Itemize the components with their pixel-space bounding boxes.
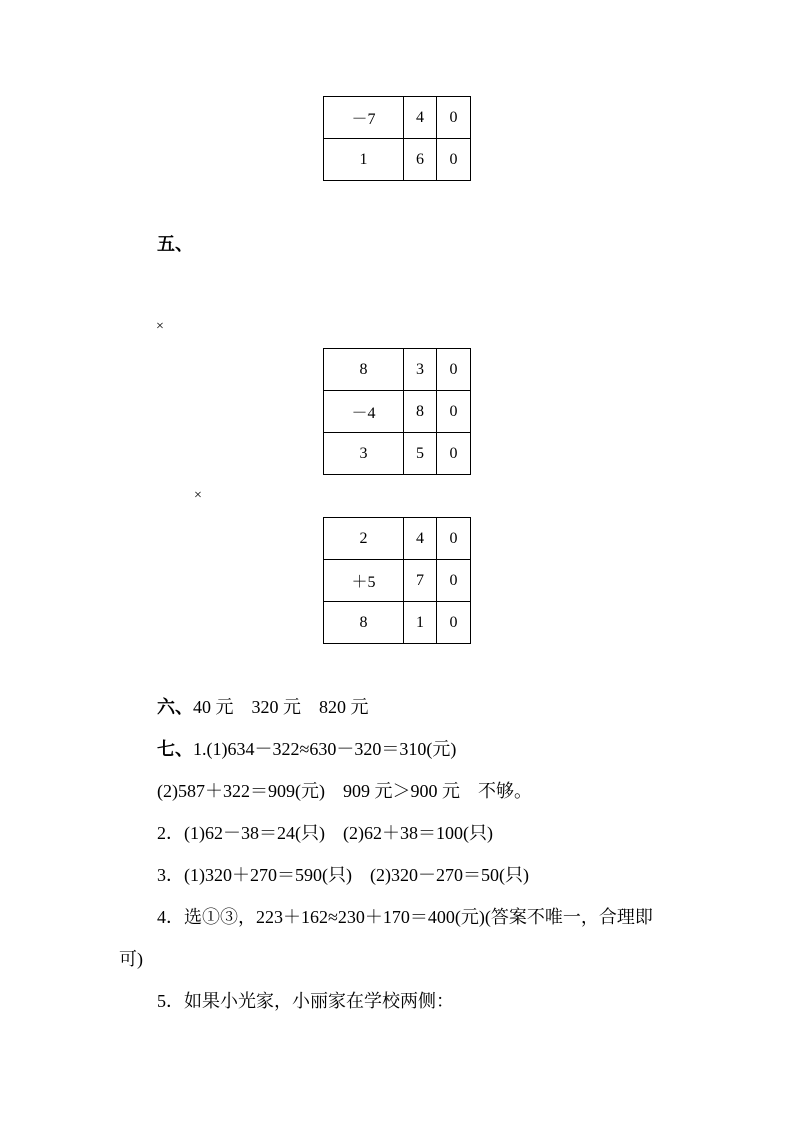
table-cell: 8 [324, 602, 404, 644]
table-row [324, 349, 471, 391]
multiply-mark: × [156, 319, 164, 334]
table-cell: ＋5 [324, 560, 404, 602]
table-cell: －4 [324, 391, 404, 433]
section-7-q4-line2: 可) [119, 949, 143, 969]
answer-table-top [323, 96, 471, 181]
section-6-text: 40 元 320 元 820 元 [193, 697, 369, 717]
multiply-mark: × [194, 488, 202, 503]
section-7-q2: 2．(1)62－38＝24(只) (2)62＋38＝100(只) [157, 823, 493, 843]
table-cell: 0 [437, 391, 471, 433]
table-cell: 0 [437, 349, 471, 391]
section-7-q4-line1: 4．选①③，223＋162≈230＋170＝400(元)(答案不唯一，合理即 [157, 907, 653, 927]
table-row [324, 139, 471, 181]
table-row [324, 97, 471, 139]
section-6-label: 六、 [157, 697, 193, 717]
answer-table-5a [323, 348, 471, 475]
table-row [324, 518, 471, 560]
table-cell: 4 [404, 518, 437, 560]
table-row [324, 560, 471, 602]
table-cell: 0 [437, 139, 471, 181]
table-cell: 2 [324, 518, 404, 560]
table-cell: 3 [404, 349, 437, 391]
table-cell: －7 [324, 97, 404, 139]
table-cell: 4 [404, 97, 437, 139]
table-cell: 1 [324, 139, 404, 181]
table-cell: 0 [437, 433, 471, 475]
section-7-q1-part2: (2)587＋322＝909(元) 909 元＞900 元 不够。 [157, 781, 532, 801]
section-6-answer [157, 695, 369, 719]
table-cell: 8 [324, 349, 404, 391]
section-7-label: 七、 [157, 739, 193, 759]
section-7-q1 [157, 737, 456, 761]
table-cell: 0 [437, 602, 471, 644]
table-cell: 0 [437, 97, 471, 139]
table-cell: 8 [404, 391, 437, 433]
table-row [324, 391, 471, 433]
section-7-q1-text: 1.(1)634－322≈630－320＝310(元) [193, 739, 457, 759]
section-7-q3: 3．(1)320＋270＝590(只) (2)320－270＝50(只) [157, 865, 529, 885]
table-cell: 1 [404, 602, 437, 644]
table-cell: 0 [437, 518, 471, 560]
table-row [324, 602, 471, 644]
table-cell: 3 [324, 433, 404, 475]
table-cell: 0 [437, 560, 471, 602]
table-row [324, 433, 471, 475]
table-cell: 5 [404, 433, 437, 475]
table-cell: 6 [404, 139, 437, 181]
section-5-heading: 五、 [157, 234, 193, 254]
section-7-q5: 5．如果小光家，小丽家在学校两侧： [157, 991, 454, 1011]
table-cell: 7 [404, 560, 437, 602]
answer-table-5b [323, 517, 471, 644]
